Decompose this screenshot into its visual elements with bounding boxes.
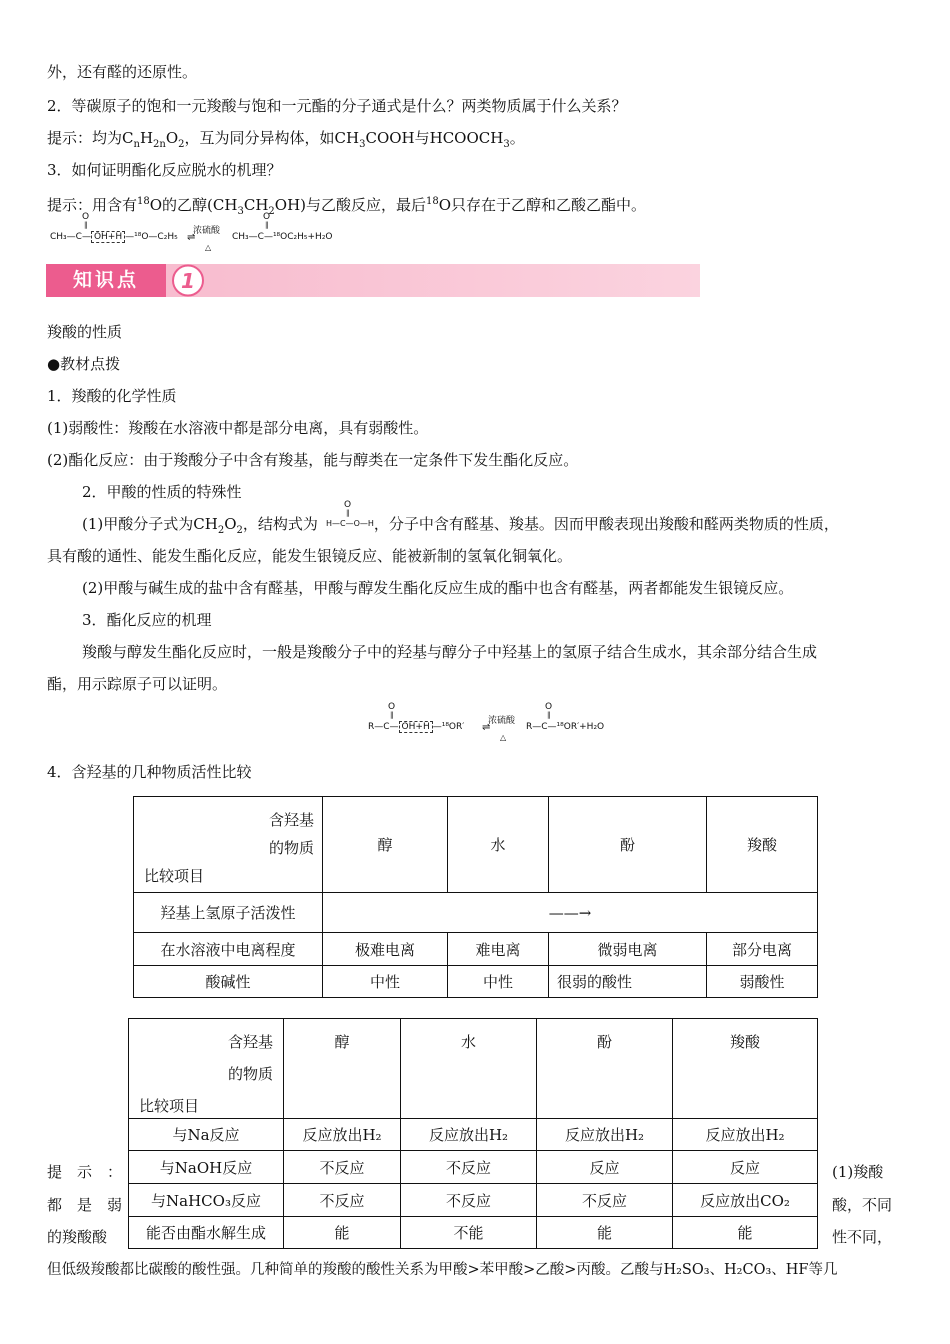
table-row (129, 1217, 818, 1249)
section-number: 1 (181, 269, 195, 293)
paragraph: 1．羧酸的化学性质 (47, 387, 177, 405)
paragraph: 酯，用示踪原子可以证明。 (47, 675, 228, 693)
table-row (129, 1119, 818, 1151)
t: 提示：均为C (47, 129, 134, 147)
paragraph: (2)酯化反应：由于羧酸分子中含有羧基，能与醇类在一定条件下发生酯化反应。 (47, 451, 579, 469)
table-cell: 不能 (401, 1217, 537, 1249)
dashed-box: OH+H (91, 231, 125, 243)
table-cell: 反应 (537, 1151, 673, 1184)
comparison-table-1 (133, 796, 818, 998)
t: n (133, 139, 140, 150)
t: ，互为同分异构体，如CH (184, 129, 360, 147)
t: O (165, 129, 179, 147)
t: CH (243, 196, 269, 214)
t: ，结构式为 (242, 515, 318, 533)
t: R—C— (368, 722, 399, 732)
paragraph: 4．含羟基的几种物质活性比较 (47, 763, 252, 781)
row-label: 与NaHCO₃反应 (129, 1184, 284, 1217)
t: 。 (509, 129, 525, 147)
table-cell: 反应放出H₂ (401, 1119, 537, 1151)
product: R—C—¹⁸OR′+H₂O (526, 722, 605, 732)
header-text: 的物质 (268, 839, 314, 857)
t: 2 (217, 525, 225, 536)
t: 2 (236, 525, 243, 536)
double-bond: ‖ (547, 711, 551, 719)
table-cell: 能 (537, 1217, 673, 1249)
banner-label: 知识点 (46, 264, 166, 297)
col-header: 醇 (284, 1019, 401, 1119)
row-label: 酸碱性 (134, 966, 323, 998)
carbonyl-o: O (545, 702, 553, 712)
t: O只存在于乙醇和乙酸乙酯中。 (438, 196, 647, 214)
t: CH₃—C— (50, 232, 91, 242)
t: H (139, 129, 154, 147)
table-cell: 反应放出H₂ (284, 1119, 401, 1151)
table-cell: 部分电离 (707, 933, 818, 966)
reactant (50, 232, 178, 242)
table-row (134, 893, 818, 933)
catalyst: 浓硫酸 (193, 226, 221, 236)
paragraph: (2)甲酸与碱生成的盐中含有醛基，甲酸与醇发生酯化反应生成的酯中也含有醛基，两者都能发生银镜反应。 (82, 579, 794, 597)
double-bond: ‖ (265, 221, 269, 229)
double-bond: ‖ (346, 509, 350, 517)
table-row (129, 1151, 818, 1184)
table-cell: 很弱的酸性 (549, 966, 707, 998)
t: 2n (153, 139, 166, 150)
section-subtitle: ●教材点拨 (47, 355, 121, 373)
table-cell: 不反应 (401, 1184, 537, 1217)
table-cell: 难电离 (448, 933, 549, 966)
product: CH₃—C—¹⁸OC₂H₅+H₂O (232, 232, 333, 242)
header-text: 比较项目 (139, 1097, 200, 1115)
table-cell: 不反应 (284, 1151, 401, 1184)
catalyst: 浓硫酸 (488, 716, 516, 726)
table-cell: 不反应 (401, 1151, 537, 1184)
table-cell: 中性 (323, 966, 448, 998)
t: 18 (137, 196, 150, 207)
equilibrium-arrow: ⇌ (187, 232, 196, 243)
side-text-left: 提 示 ： (47, 1163, 123, 1181)
table-cell: 反应 (673, 1151, 818, 1184)
paragraph: 羧酸与醇发生酯化反应时，一般是羧酸分子中的羟基与醇分子中羟基上的氢原子结合生成水，其余部分结合生成 (82, 643, 818, 661)
row-label: 羟基上氢原子活泼性 (134, 893, 323, 933)
col-header: 水 (448, 797, 549, 893)
t: O的乙醇(CH (149, 196, 238, 214)
t: 2 (268, 206, 275, 217)
t: 3 (359, 139, 366, 150)
table-header-row (129, 1019, 818, 1119)
header-text: 的物质 (227, 1065, 273, 1083)
col-header: 酚 (549, 797, 707, 893)
table-cell: 能 (284, 1217, 401, 1249)
heat: △ (205, 243, 212, 252)
t: —¹⁸O—C₂H₅ (125, 232, 178, 242)
col-header: 醇 (323, 797, 448, 893)
table-header-row (134, 797, 818, 893)
question-3: 3．如何证明酯化反应脱水的机理？ (47, 161, 282, 179)
t: O (224, 515, 237, 533)
table-row (129, 1184, 818, 1217)
hint-3 (47, 192, 646, 222)
paragraph: (1)弱酸性：羧酸在水溶液中都是部分电离，具有弱酸性。 (47, 419, 429, 437)
carbonyl-o: O (82, 212, 90, 222)
side-text-right: (1)羧酸 (832, 1163, 884, 1181)
question-2: 2．等碳原子的饱和一元羧酸与饱和一元酯的分子通式是什么？两类物质属于什么关系？ (47, 97, 627, 115)
col-header: 羧酸 (673, 1019, 818, 1119)
table-cell: 不反应 (537, 1184, 673, 1217)
double-bond: ‖ (84, 221, 88, 229)
text-line: 外，还有醛的还原性。 (47, 63, 198, 81)
t: 3 (237, 206, 244, 217)
paragraph: 2．甲酸的性质的特殊性 (82, 483, 242, 501)
heat: △ (500, 733, 507, 742)
equilibrium-arrow: ⇌ (482, 722, 491, 733)
header-diagonal-cell (129, 1019, 284, 1119)
activity-arrow: ——→ (323, 893, 818, 933)
table-cell: 微弱电离 (549, 933, 707, 966)
reactant (368, 722, 464, 732)
t: OH)与乙酸反应，最后 (274, 196, 427, 214)
side-text-right: 性不同， (832, 1228, 893, 1246)
formic-structure: H—C—O—H (326, 519, 374, 528)
section-number-badge (168, 264, 208, 297)
formic-o: O (344, 500, 352, 510)
t: 提示：用含有 (47, 196, 138, 214)
carbonyl-o: O (263, 212, 271, 222)
t: COOH与HCOOCH (365, 129, 504, 147)
hint-2 (47, 128, 525, 155)
t: 3 (503, 139, 510, 150)
table-cell: 反应放出CO₂ (673, 1184, 818, 1217)
table-row (134, 933, 818, 966)
paragraph: 具有酸的通性、能发生酯化反应，能发生银镜反应、能被新制的氢氧化铜氧化。 (47, 547, 573, 565)
table-cell: 中性 (448, 966, 549, 998)
comparison-table-2 (128, 1018, 818, 1249)
col-header: 水 (401, 1019, 537, 1119)
table-cell: 极难电离 (323, 933, 448, 966)
carbonyl-o: O (388, 702, 396, 712)
double-bond: ‖ (390, 711, 394, 719)
paragraph: 但低级羧酸都比碳酸的酸性强。几种简单的羧酸的酸性关系为甲酸>苯甲酸>乙酸>丙酸。乙酸与H₂SO₃、H₂CO₃、HF等几 (47, 1262, 838, 1278)
table-cell: 能 (673, 1217, 818, 1249)
section-title: 羧酸的性质 (47, 323, 123, 341)
paragraph: 3．酯化反应的机理 (82, 611, 212, 629)
t: 18 (426, 196, 439, 207)
col-header: 羧酸 (707, 797, 818, 893)
t: 2 (178, 139, 185, 150)
header-text: 含羟基 (268, 811, 314, 829)
header-text: 含羟基 (227, 1033, 273, 1051)
table-row (134, 966, 818, 998)
side-text-left: 的羧酸酸 (47, 1228, 108, 1246)
table-cell: 反应放出H₂ (673, 1119, 818, 1151)
section-banner (46, 264, 700, 297)
dashed-box: OH+H (399, 721, 433, 733)
table-cell: 反应放出H₂ (537, 1119, 673, 1151)
table-cell: 不反应 (284, 1184, 401, 1217)
paragraph (82, 514, 839, 541)
row-label: 在水溶液中电离程度 (134, 933, 323, 966)
col-header: 酚 (537, 1019, 673, 1119)
row-label: 与Na反应 (129, 1119, 284, 1151)
t: —¹⁸OR′ (432, 722, 465, 732)
table-cell: 弱酸性 (707, 966, 818, 998)
t: (1)甲酸分子式为CH (82, 515, 218, 533)
side-text-left: 都 是 弱 (47, 1196, 123, 1214)
t: ，分子中含有醛基、羧基。因而甲酸表现出羧酸和醛两类物质的性质， (373, 515, 839, 533)
header-diagonal-cell (134, 797, 323, 893)
row-label: 能否由酯水解生成 (129, 1217, 284, 1249)
header-text: 比较项目 (144, 867, 205, 885)
side-text-right: 酸，不同 (832, 1196, 893, 1214)
row-label: 与NaOH反应 (129, 1151, 284, 1184)
